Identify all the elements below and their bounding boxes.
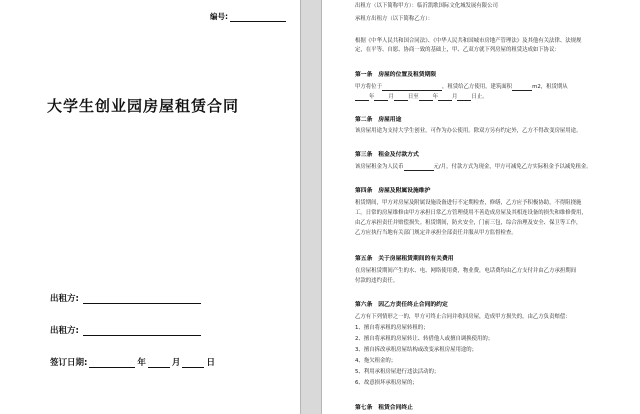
article-3-line-1 bbox=[355, 164, 634, 171]
contract-number-blank bbox=[230, 14, 286, 22]
lessee-blank bbox=[83, 327, 201, 336]
article-3-title: 第三条 租金及付款方式 bbox=[355, 152, 419, 158]
intro-line-1: 根据《中华人民共和国合同法》、《中华人民共和国城市房地产管理法》及其他有关法律、法规规 bbox=[355, 38, 582, 44]
contract-number-field bbox=[210, 11, 286, 22]
end-year-blank bbox=[419, 95, 433, 101]
article-4-title: 第四条 房屋及附属设施维护 bbox=[355, 188, 431, 194]
start-day-blank bbox=[394, 95, 408, 101]
start-month: 月 bbox=[388, 94, 394, 100]
lessor-sign-row bbox=[50, 292, 201, 304]
start-year: 年 bbox=[369, 94, 375, 100]
sign-date-row bbox=[50, 356, 215, 368]
date-label: 签订日期: bbox=[50, 358, 88, 368]
month-label: 月 bbox=[171, 358, 181, 368]
article-2-line-1: 该房屋用途为支持大学生创业，可作为办公使用。除双方另有约定外，乙方不得改变房屋用途。 bbox=[355, 128, 582, 134]
end-year: 年 bbox=[432, 94, 439, 100]
area-blank bbox=[512, 85, 532, 91]
lessee-label: 出租方: bbox=[50, 326, 79, 336]
intro-line-2: 定，在平等、自愿、协商一致的基础上，甲、乙双方就下列房屋的租赁达成如下协议： bbox=[355, 47, 560, 53]
article-4-line-1: 租赁期间，甲方对房屋及附属设施设备进行不定期检查，修缮，乙方应予积极协助，不得阻挠施 bbox=[355, 200, 582, 206]
start-day: 日至 bbox=[407, 94, 419, 100]
cover-page bbox=[0, 0, 300, 414]
page-gap bbox=[300, 0, 322, 414]
art1-text-b: ，租赁给乙方使用，建筑面积 bbox=[441, 84, 513, 90]
article-4-line-4: 乙方应执行当地有关部门规定并承担全部责任并服从甲方监督检查。 bbox=[355, 230, 517, 236]
article-7-title: 第七条 租赁合同终止 bbox=[355, 405, 413, 411]
article-1-line-2 bbox=[355, 94, 634, 101]
lessor-label: 出租方: bbox=[50, 294, 79, 304]
party-b: 承租方出租方（以下简称乙方）： bbox=[355, 16, 434, 22]
article-6-title: 第六条 因乙方责任终止合同的约定 bbox=[355, 302, 448, 308]
article-6-item-3: 3、擅自拆改承租房屋结构或改变承租房屋用途的； bbox=[355, 347, 478, 353]
contract-page bbox=[322, 0, 640, 414]
day-blank bbox=[182, 359, 204, 368]
art1-text-a: 甲方将位于 bbox=[355, 84, 382, 90]
article-2-title: 第二条 房屋用途 bbox=[355, 117, 402, 123]
article-5-line-1: 在房屋租赁期间产生的水、电、网络使用费，物业费，电话费均由乙方支付并由乙方承担期间 bbox=[355, 268, 577, 274]
year-label: 年 bbox=[137, 358, 146, 368]
art3-text-b: 元/月，付款方式为现金，甲方可减免乙方实际租金予以减免租金。 bbox=[433, 164, 592, 170]
start-year-blank bbox=[355, 95, 369, 101]
article-4-line-3: 由乙方承担责任并赔偿损失。租赁期间，防火安全，门前三包，综合治理及安全、保卫等工作， bbox=[355, 220, 582, 226]
year-blank bbox=[89, 359, 135, 368]
rent-blank bbox=[404, 165, 434, 171]
lessee-sign-row bbox=[50, 324, 201, 336]
article-6-item-6: 6、故意损坏承租房屋的； bbox=[355, 380, 418, 386]
location-blank bbox=[382, 85, 442, 91]
article-5-title: 第五条 关于房屋租赁期间的有关费用 bbox=[355, 256, 454, 262]
end-month: 月 bbox=[452, 94, 458, 100]
article-6-item-5: 5、利用承租房屋进行违法活动的； bbox=[355, 369, 440, 375]
end-day: 日止。 bbox=[471, 94, 488, 100]
article-6-item-1: 1、擅自将承租的房屋转租的； bbox=[355, 325, 429, 331]
article-6-item-2: 2、擅自将承租的房屋转让、转借他人或擅自调换使用的； bbox=[355, 336, 494, 342]
month-blank bbox=[148, 359, 170, 368]
contract-number-label: 编号: bbox=[210, 12, 228, 21]
cover-title: 大学生创业园房屋租赁合同 bbox=[47, 97, 240, 115]
art3-text-a: 该房屋租金为人民币 bbox=[355, 164, 404, 170]
end-day-blank bbox=[457, 95, 471, 101]
article-6-item-4: 4、拖欠租金的； bbox=[355, 358, 397, 364]
end-month-blank bbox=[438, 95, 452, 101]
article-1-line-1 bbox=[355, 84, 634, 91]
lessor-blank bbox=[83, 295, 201, 304]
art1-text-c: m2，租赁期从 bbox=[532, 84, 568, 90]
article-1-title: 第一条 房屋的位置及租赁期限 bbox=[355, 72, 437, 78]
article-6-line-1: 乙方有下列情形之一的，甲方可终止合同并收回房屋，造成甲方损失的，由乙方负责赔偿： bbox=[355, 314, 571, 320]
start-month-blank bbox=[374, 95, 388, 101]
party-a: 出租方（以下简称甲方）：临沂凯歌国际文化城发展有限公司 bbox=[355, 3, 498, 9]
article-4-line-2: 工。日常的房屋维修由甲方承担日常乙方管理使用不善造成房屋及其相连设备的损失和维修费用， bbox=[355, 210, 587, 216]
article-5-line-2: 付款的违约责任。 bbox=[355, 278, 399, 284]
day-label: 日 bbox=[206, 358, 215, 368]
